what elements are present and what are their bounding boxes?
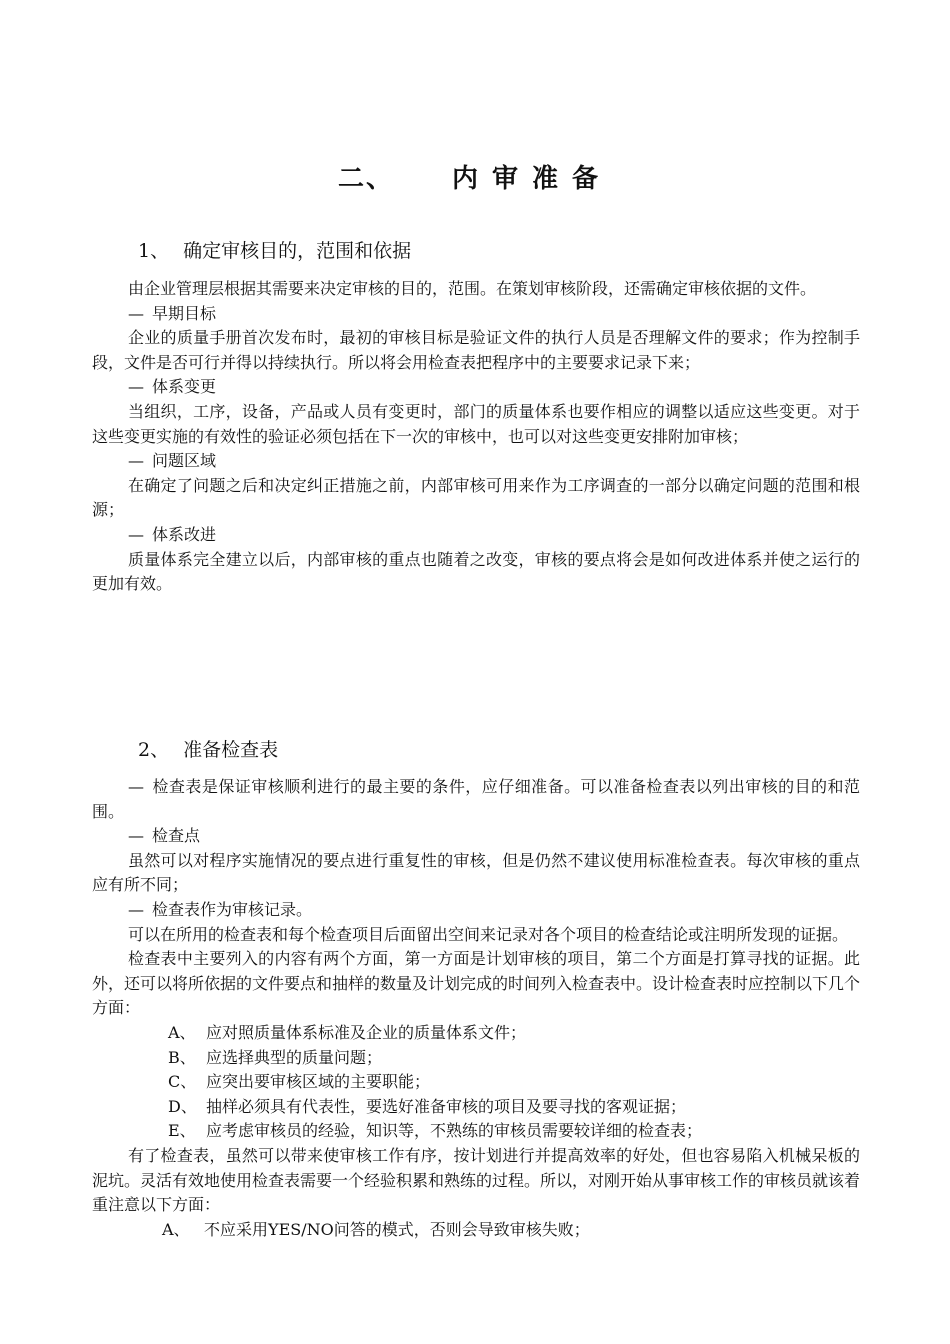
list-item-label: B、 xyxy=(168,1047,196,1067)
section1-item-label xyxy=(92,302,860,327)
section2-heading xyxy=(138,738,278,762)
list-item xyxy=(92,1095,860,1120)
section2-heading-text: 准备检查表 xyxy=(183,739,279,761)
section1-heading xyxy=(138,239,411,263)
section2-point1-label xyxy=(92,824,860,849)
item-label: 体系变更 xyxy=(152,377,217,397)
list-item xyxy=(92,1046,860,1071)
list-item-label: A、 xyxy=(168,1022,196,1042)
item-label: 早期目标 xyxy=(152,303,217,323)
list-item-text: 应对照质量体系标准及企业的质量体系文件； xyxy=(206,1022,527,1042)
item-label: 问题区域 xyxy=(152,451,217,471)
list-item xyxy=(92,1070,860,1095)
section2-para3: 检查表中主要列入的内容有两个方面，第一方面是计划审核的项目，第二个方面是打算寻找的证据。此外，还可以将所依据的文件要点和抽样的数量及计划完成的时间列入检查表中。设计检查表时应控制以下几个方面： xyxy=(92,949,861,1018)
dash-symbol: — xyxy=(128,826,144,846)
list-item xyxy=(92,1119,860,1144)
point-label: 检查点 xyxy=(152,826,201,846)
page-title xyxy=(0,158,950,195)
section1-item-label xyxy=(92,449,860,474)
list-item-text: 应突出要审核区域的主要职能； xyxy=(206,1072,431,1092)
list-item-text: 抽样必须具有代表性，要选好准备审核的项目及要寻找的客观证据； xyxy=(206,1096,687,1116)
section1-body xyxy=(92,277,860,597)
section2-point2-text: 可以在所用的检查表和每个检查项目后面留出空间来记录对各个项目的检查结论或注明所发现的证据。 xyxy=(128,924,849,944)
dash-symbol: — xyxy=(128,899,144,919)
section1-item-label xyxy=(92,375,860,400)
title-text: 内审准备 xyxy=(452,164,613,194)
list-item-label: D、 xyxy=(168,1096,197,1116)
section2-line1 xyxy=(92,775,860,824)
section1-item-text: 质量体系完全建立以后，内部审核的重点也随着之改变，审核的要点将会是如何改进体系并使之运行的更加有效。 xyxy=(92,549,860,594)
dash-symbol: — xyxy=(128,524,144,544)
list-item-text: 应选择典型的质量问题； xyxy=(206,1047,383,1067)
section1-item-text: 企业的质量手册首次发布时，最初的审核目标是验证文件的执行人员是否理解文件的要求；作为控制手段，文件是否可行并得以持续执行。所以将会用检查表把程序中的主要要求记录下来； xyxy=(92,328,860,372)
list-item-label: E、 xyxy=(168,1121,196,1141)
list-item-label: A、 xyxy=(162,1219,190,1239)
section2-line1-text: 检查表是保证审核顺利进行的最主要的条件，应仔细准备。可以准备检查表以列出审核的目的和范围。 xyxy=(92,777,860,821)
dash-symbol: — xyxy=(128,451,144,471)
dash-symbol: — xyxy=(128,377,144,397)
section1-item-text: 当组织，工序，设备，产品或人员有变更时，部门的质量体系也要作相应的调整以适应这些变更。对于这些变更实施的有效性的验证必须包括在下一次的审核中，也可以对这些变更安排附加审核； xyxy=(92,401,860,446)
section2-para4: 有了检查表，虽然可以带来使审核工作有序，按计划进行并提高效率的好处，但也容易陷入机械呆板的泥坑。灵活有效地使用检查表需要一个经验积累和熟练的过程。所以，对刚开始从事审核工作的审核员就该着重注意以下方面： xyxy=(92,1145,861,1215)
list-item xyxy=(92,1021,860,1046)
list-item-label: C、 xyxy=(168,1072,197,1092)
title-number: 二、 xyxy=(337,164,394,194)
section1-intro: 由企业管理层根据其需要来决定审核的目的，范围。在策划审核阶段，还需确定审核依据的文件。 xyxy=(128,279,817,298)
section2-point2-label xyxy=(92,898,860,923)
dash-symbol: — xyxy=(128,777,144,796)
section2-point1-text: 虽然可以对程序实施情况的要点进行重复性的审核，但是仍然不建议使用标准检查表。每次审核的重点应有所不同； xyxy=(92,850,860,895)
section1-item-label xyxy=(92,523,860,548)
section1-heading-number: 1、 xyxy=(138,240,170,262)
list-item-text: 不应采用YES/NO问答的模式，否则会导致审核失败； xyxy=(204,1219,590,1239)
section2-body xyxy=(92,775,860,1242)
list-item xyxy=(92,1218,860,1243)
list-item-text: 应考虑审核员的经验，知识等，不熟练的审核员需要较详细的检查表； xyxy=(206,1121,703,1141)
section1-heading-text: 确定审核目的，范围和依据 xyxy=(183,240,412,262)
section2-heading-number: 2、 xyxy=(138,739,170,761)
point-label: 检查表作为审核记录。 xyxy=(152,899,313,919)
item-label: 体系改进 xyxy=(152,524,217,544)
section1-item-text: 在确定了问题之后和决定纠正措施之前，内部审核可用来作为工序调查的一部分以确定问题的范围和根源； xyxy=(92,475,860,520)
dash-symbol: — xyxy=(128,303,144,323)
